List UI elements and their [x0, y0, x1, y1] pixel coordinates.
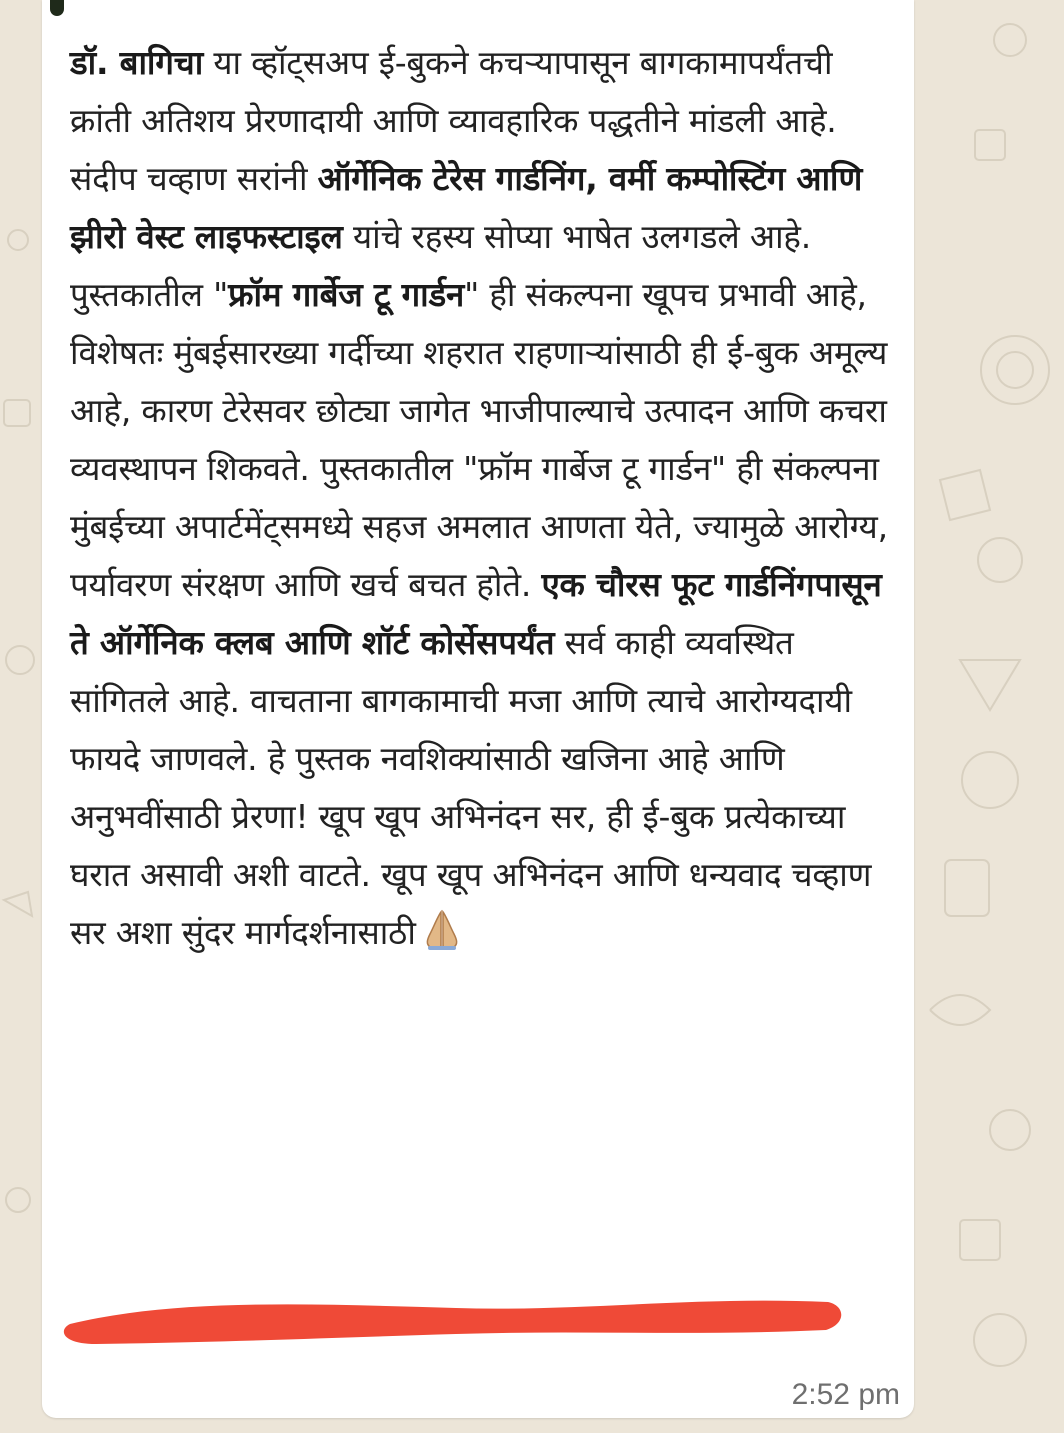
message-text-segment: या व्हॉट्सअप ई-बुकने कचऱ्यापासून बागकामापर्यंतची क्रांती अतिशय प्रेरणादायी आणि व्यावहारिक पद्धतीने मांडली आहे. संदीप चव्हाण सरांनी	[70, 43, 837, 198]
message-text-segment: सर्व काही व्यवस्थित सांगितले आहे. वाचताना बागकामाची मजा आणि त्याचे आरोग्यदायी फायदे जाणवले. हे पुस्तक नवशिक्यांसाठी खजिना आहे आणि अनुभवींसाठी प्रेरणा! खूप खूप अभिनंदन सर, ही ई-बुक प्रत्येकाच्या घरात असावी अशी वाटते. खूप खूप अभिनंदन आणि धन्यवाद चव्हाण सर अशा सुंदर मार्गदर्शनासाठी	[70, 623, 872, 952]
message-bold-segment: फ्रॉम गार्बेज टू गार्डन	[228, 275, 465, 314]
bubble-tail	[50, 0, 64, 16]
message-text-segment: यांचे रहस्य सोप्या भाषेत उलगडले आहे. पुस्तकातील "	[70, 217, 811, 314]
message-body	[70, 34, 900, 962]
redaction-scribble	[56, 1290, 848, 1352]
message-timestamp: 2:52 pm	[791, 1378, 900, 1411]
message-bold-segment: डॉ. बागिचा	[70, 43, 204, 82]
message-bold-segment: ऑर्गेनिक टेरेस गार्डनिंग, वर्मी कम्पोस्टिंग आणि झीरो वेस्ट लाइफस्टाइल	[70, 159, 863, 256]
message-text-segment: " ही संकल्पना खूपच प्रभावी आहे, विशेषतः मुंबईसारख्या गर्दीच्या शहरात राहणाऱ्यांसाठी ही ई-बुक अमूल्य आहे, कारण टेरेसवर छोट्या जागेत भाजीपाल्याचे उत्पादन आणि कचरा व्यवस्थापन शिकवते. पुस्तकातील "फ्रॉम गार्बेज टू गार्डन" ही संकल्पना मुंबईच्या अपार्टमेंट्समध्ये सहज अमलात आणता येते, ज्यामुळे आरोग्य, पर्यावरण संरक्षण आणि खर्च बचत होते.	[70, 275, 888, 604]
folded-hands-icon	[422, 908, 462, 950]
message-bold-segment: एक चौरस फूट गार्डनिंगपासून ते ऑर्गेनिक क्लब आणि शॉर्ट कोर्सेसपर्यंत	[70, 565, 882, 662]
